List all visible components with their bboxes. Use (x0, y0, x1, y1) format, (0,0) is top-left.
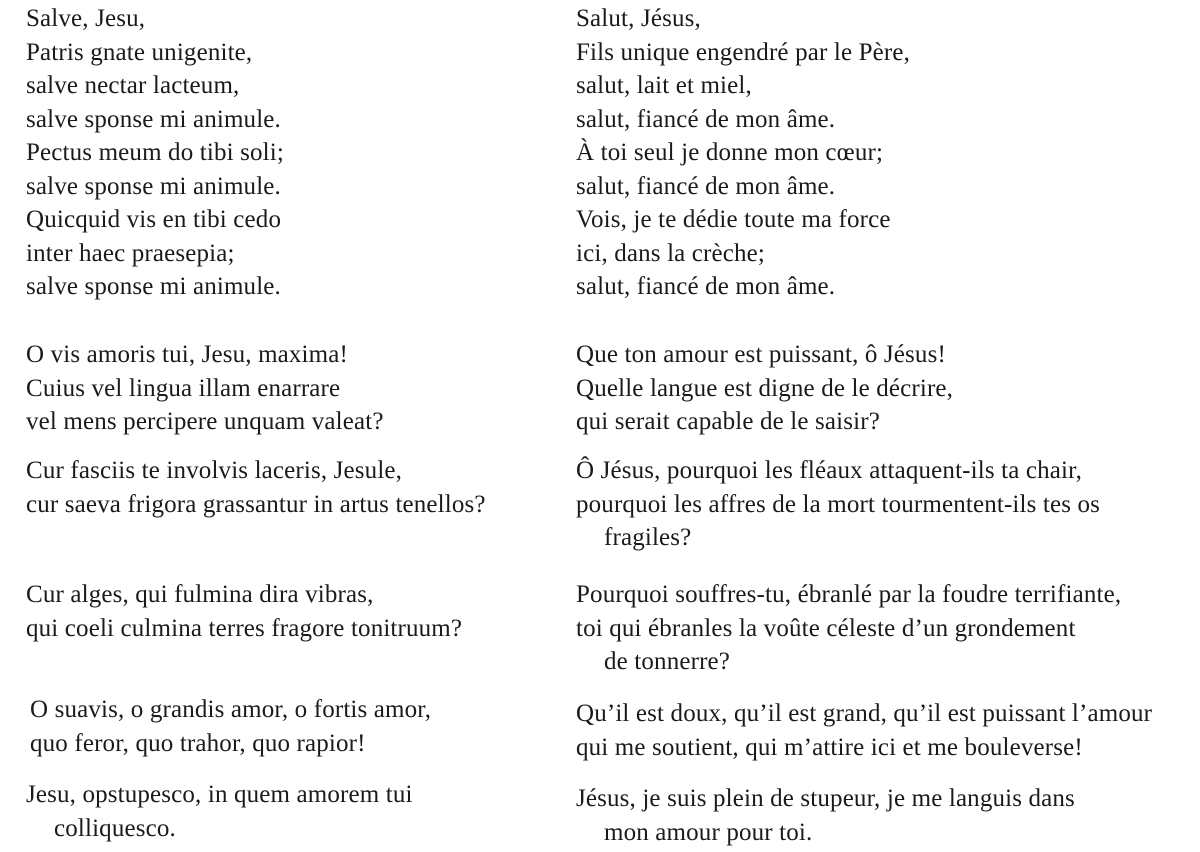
verse-line: Salve, Jesu, (26, 5, 146, 32)
verse-line-continuation: fragiles? (604, 524, 692, 551)
verse-line: Cur alges, qui fulmina dira vibras, (26, 581, 374, 608)
verse-line: qui coeli culmina terres fragore tonitruum? (26, 614, 463, 642)
verse-line: Qu’il est doux, qu’il est grand, qu’il est puissant l’amour (576, 700, 1153, 727)
verse-line: Cur fasciis te involvis laceris, Jesule, (26, 457, 403, 484)
french-stanza-1 (576, 2, 1196, 304)
verse-line: salve nectar lacteum, (26, 72, 240, 99)
verse-line: O vis amoris tui, Jesu, maxima! (26, 341, 348, 368)
verse-line: Quelle langue est digne de le décrire, (576, 374, 954, 402)
verse-line: À toi seul je donne mon cœur; (576, 139, 884, 166)
latin-stanza-1 (26, 2, 566, 304)
latin-stanza-3 (26, 454, 566, 521)
verse-line: cur saeva frigora grassantur in artus tenellos? (26, 490, 486, 518)
verse-line: Pectus meum do tibi soli; (26, 139, 284, 166)
verse-line: Cuius vel lingua illam enarrare (26, 374, 341, 402)
verse-line: salut, fiancé de mon âme. (576, 105, 836, 133)
french-stanza-2 (576, 338, 1196, 439)
verse-line: ici, dans la crèche; (576, 239, 766, 267)
verse-line-continuation: colliquesco. (54, 814, 176, 842)
verse-line: inter haec praesepia; (26, 239, 235, 267)
verse-line: O suavis, o grandis amor, o fortis amor, (30, 696, 432, 723)
verse-line: Quicquid vis en tibi cedo (26, 206, 282, 233)
verse-line: salut, fiancé de mon âme. (576, 273, 836, 300)
french-stanza-6 (576, 782, 1196, 849)
verse-line-continuation: de tonnerre? (604, 648, 731, 675)
verse-line: salve sponse mi animule. (26, 273, 281, 300)
latin-stanza-2 (26, 338, 566, 439)
verse-line: salve sponse mi animule. (26, 105, 281, 133)
verse-line: qui me soutient, qui m’attire ici et me bouleverse! (576, 733, 1083, 761)
verse-line: Vois, je te dédie toute ma force (576, 206, 891, 233)
verse-line: Jesu, opstupesco, in quem amorem tui (26, 781, 413, 808)
verse-line: Fils unique engendré par le Père, (576, 38, 911, 66)
verse-line: toi qui ébranles la voûte céleste d’un grondement (576, 614, 1076, 642)
latin-stanza-4 (26, 578, 566, 645)
verse-line: pourquoi les affres de la mort tourmentent-ils tes os (576, 490, 1101, 518)
verse-line: salve sponse mi animule. (26, 172, 281, 200)
latin-stanza-6 (26, 778, 566, 845)
verse-line: Salut, Jésus, (576, 5, 701, 32)
verse-line: quo feror, quo trahor, quo rapior! (30, 729, 366, 757)
verse-line: Pourquoi souffres-tu, ébranlé par la foudre terrifiante, (576, 581, 1122, 608)
verse-line: Patris gnate unigenite, (26, 38, 253, 66)
verse-line: Que ton amour est puissant, ô Jésus! (576, 341, 946, 368)
verse-line: qui serait capable de le saisir? (576, 408, 880, 435)
french-stanza-5 (576, 697, 1196, 764)
verse-line: vel mens percipere unquam valeat? (26, 408, 384, 435)
verse-line: salut, lait et miel, (576, 72, 752, 99)
french-stanza-4 (576, 578, 1196, 679)
latin-stanza-5 (30, 693, 566, 760)
french-stanza-3 (576, 454, 1196, 555)
verse-line: Jésus, je suis plein de stupeur, je me languis dans (576, 785, 1075, 812)
verse-line-continuation: mon amour pour toi. (604, 818, 813, 846)
verse-line: Ô Jésus, pourquoi les fléaux attaquent-ils ta chair, (576, 457, 1082, 484)
verse-line: salut, fiancé de mon âme. (576, 172, 836, 200)
